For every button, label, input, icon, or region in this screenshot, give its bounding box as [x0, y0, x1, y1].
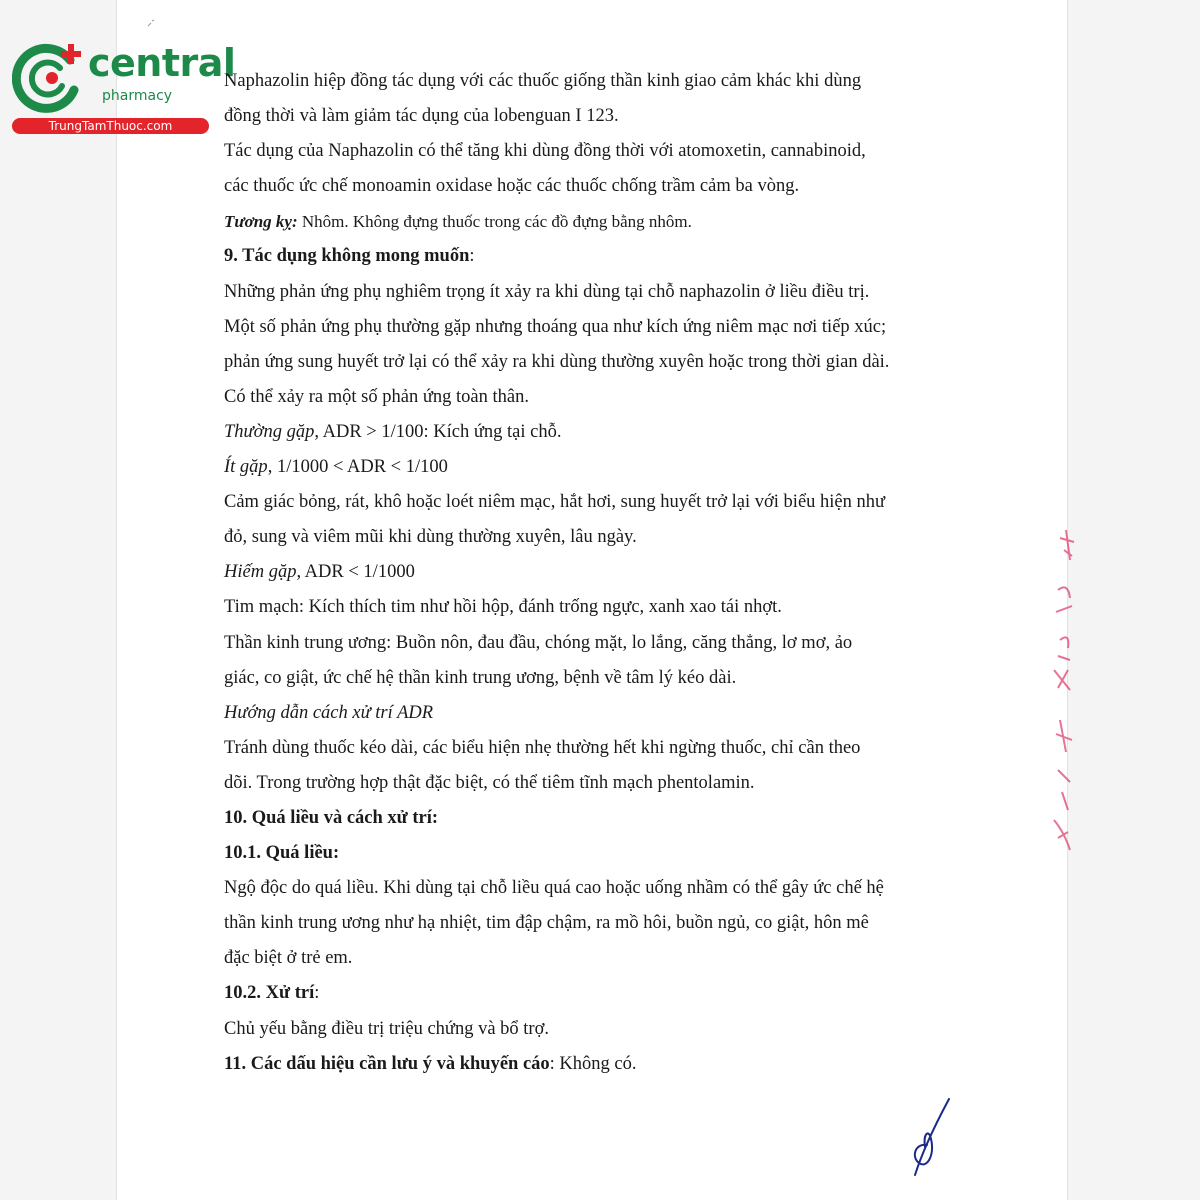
paragraph-line: Những phản ứng phụ nghiêm trọng ít xảy ra khi dùng tại chỗ naphazolin ở liều điều trị. [224, 281, 870, 302]
section-9-colon: : [469, 246, 475, 267]
uncommon-adr-text: , 1/1000 < ADR < 1/100 [267, 457, 448, 478]
adr-handling-subheading: Hướng dẫn cách xử trí ADR [224, 702, 434, 723]
logo-brand-name: central [88, 41, 236, 85]
incompatibility-line [224, 204, 964, 239]
section-10-1-heading: 10.1. Quá liều: [224, 843, 340, 864]
paragraph-line: thần kinh trung ương như hạ nhiệt, tim đập chậm, ra mồ hôi, buồn ngủ, co giật, hôn mê [224, 913, 869, 934]
rare-adr-label: Hiếm gặp [224, 562, 297, 583]
section-10-2-colon: : [314, 983, 320, 1004]
paragraph-line: dõi. Trong trường hợp thật đặc biệt, có thể tiêm tĩnh mạch phentolamin. [224, 772, 755, 793]
paragraph-line: Có thể xảy ra một số phản ứng toàn thân. [224, 386, 529, 407]
section-11-heading [224, 1047, 964, 1082]
logo-brand-subtitle: pharmacy [102, 88, 173, 104]
incompatibility-label: Tương kỵ: [224, 212, 298, 232]
uncommon-adr-label: Ít gặp [224, 457, 268, 478]
section-9-title: 9. Tác dụng không mong muốn [224, 246, 470, 267]
section-10-2-title: 10.2. Xử trí [224, 983, 315, 1004]
document-body [224, 64, 964, 1082]
signature-mark [905, 1095, 955, 1180]
paragraph-line: giác, co giật, ức chế hệ thần kinh trung ương, bệnh về tâm lý kéo dài. [224, 667, 737, 688]
paragraph-line: Cảm giác bỏng, rát, khô hoặc loét niêm mạc, hắt hơi, sung huyết trở lại với biểu hiện như [224, 492, 886, 513]
common-adr-text: , ADR > 1/100: Kích ứng tại chỗ. [314, 421, 562, 442]
paragraph-line: Naphazolin hiệp đồng tác dụng với các thuốc giống thần kinh giao cảm khác khi dùng [224, 71, 862, 91]
section-10-heading: 10. Quá liều và cách xử trí: [224, 807, 439, 828]
scan-speck-mark [145, 18, 157, 30]
rare-adr-line [224, 555, 964, 590]
section-11-text: : Không có. [549, 1053, 637, 1074]
rare-adr-text: , ADR < 1/1000 [296, 562, 415, 583]
section-9-heading [224, 239, 964, 274]
common-adr-line [224, 415, 964, 450]
common-adr-label: Thường gặp [224, 421, 315, 442]
paragraph-line: Tác dụng của Naphazolin có thể tăng khi dùng đồng thời với atomoxetin, cannabinoid, [224, 141, 866, 162]
uncommon-adr-line [224, 450, 964, 485]
paragraph-line: Tim mạch: Kích thích tim như hồi hộp, đánh trống ngực, xanh xao tái nhợt. [224, 597, 782, 618]
paragraph-line: Tránh dùng thuốc kéo dài, các biểu hiện nhẹ thường hết khi ngừng thuốc, chỉ cần theo [224, 737, 861, 758]
logo-website-url: TrungTamThuoc.com [12, 118, 209, 134]
central-pharmacy-logo [12, 38, 236, 138]
red-stamp-mark [1040, 520, 1080, 860]
paragraph-line: đỏ, sung và viêm mũi khi dùng thường xuyên, lâu ngày. [224, 527, 637, 548]
paragraph-line: phản ứng sung huyết trở lại có thể xảy ra khi dùng thường xuyên hoặc trong thời gian dài. [224, 351, 890, 372]
section-11-title: 11. Các dấu hiệu cần lưu ý và khuyến cáo [224, 1053, 550, 1074]
paragraph-line: Một số phản ứng phụ thường gặp nhưng thoáng qua như kích ứng niêm mạc nơi tiếp xúc; [224, 316, 887, 337]
incompatibility-text: Nhôm. Không đựng thuốc trong các đồ đựng bằng nhôm. [297, 212, 692, 232]
paragraph-line: Chủ yếu bằng điều trị triệu chứng và bổ trợ. [224, 1018, 549, 1039]
pharmacy-logo-icon [12, 38, 92, 118]
section-10-2-heading [224, 976, 964, 1011]
paragraph-line: các thuốc ức chế monoamin oxidase hoặc các thuốc chống trầm cảm ba vòng. [224, 176, 800, 197]
paragraph-line: đặc biệt ở trẻ em. [224, 948, 353, 969]
paragraph-line: Ngộ độc do quá liều. Khi dùng tại chỗ liều quá cao hoặc uống nhầm có thể gây ức chế hệ [224, 878, 884, 899]
paragraph-line: Thần kinh trung ương: Buồn nôn, đau đầu, chóng mặt, lo lắng, căng thẳng, lơ mơ, ảo [224, 632, 853, 653]
paragraph-line: đồng thời và làm giảm tác dụng của lobenguan I 123. [224, 106, 619, 127]
